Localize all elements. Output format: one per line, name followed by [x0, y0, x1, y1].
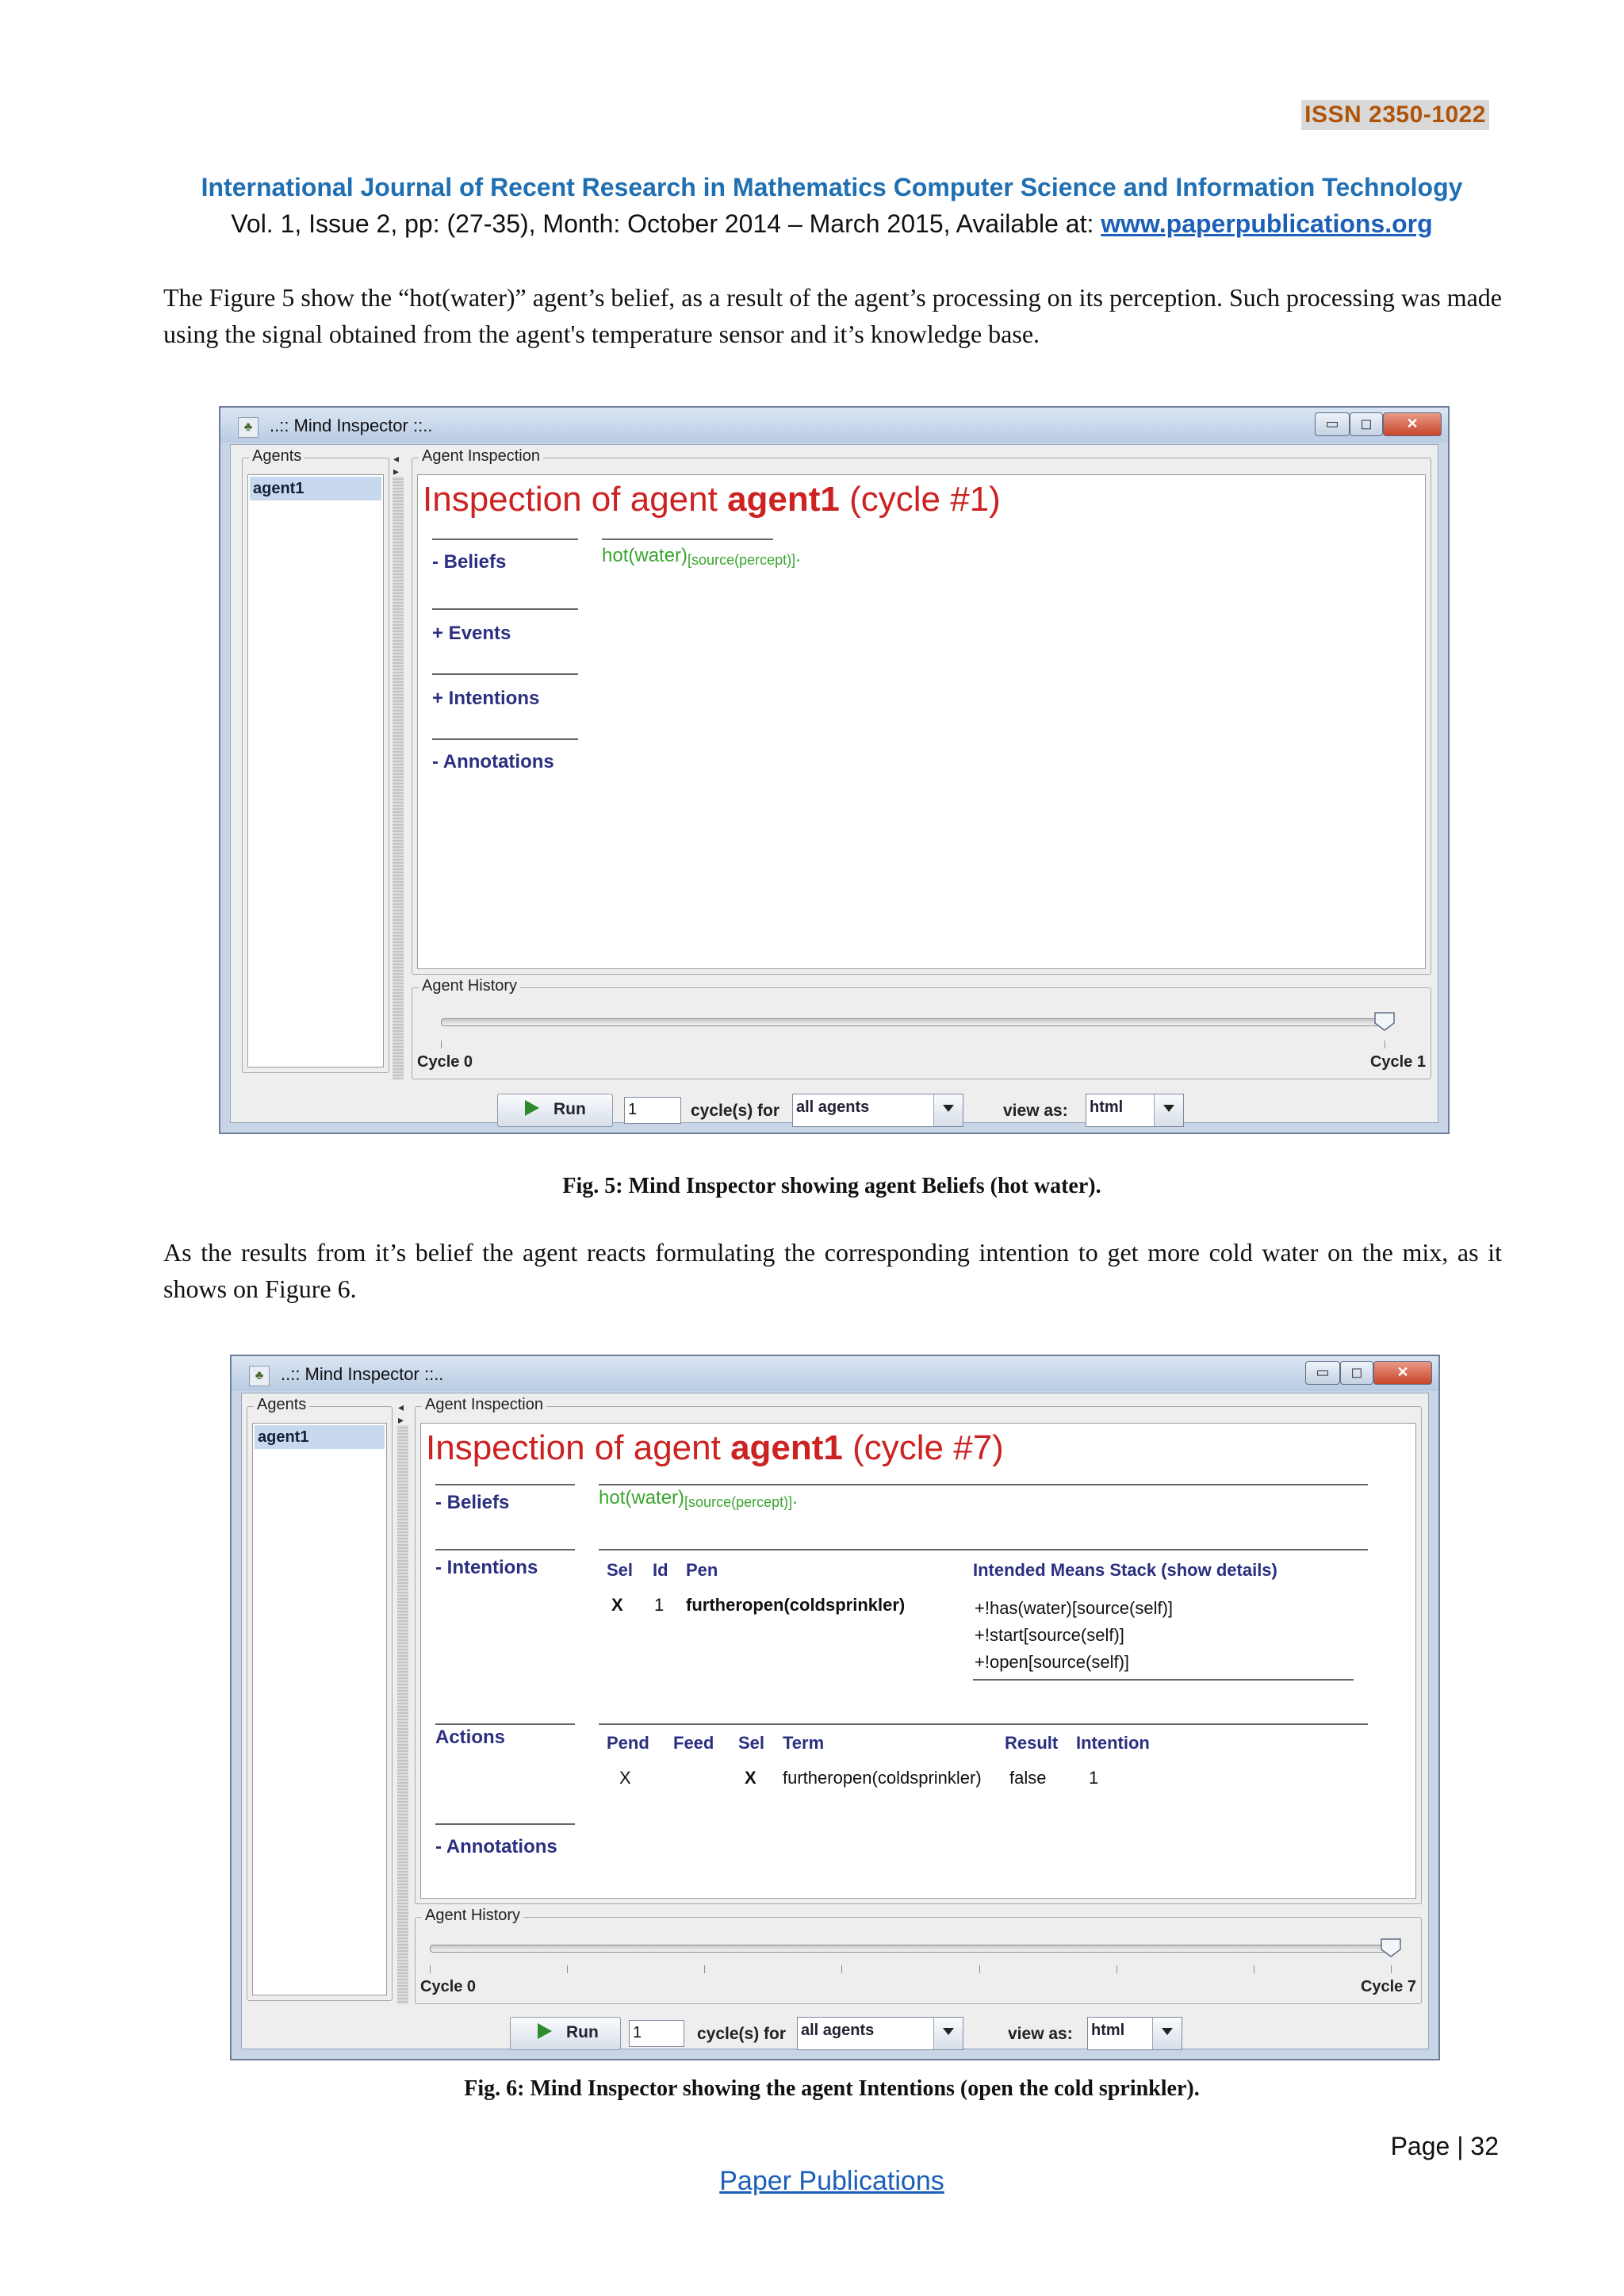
fig5-title-cycle: (cycle #1): [839, 480, 1001, 519]
rule: [602, 539, 773, 540]
ims-item: +!open[source(self)]: [975, 1652, 1130, 1672]
history-tick: [1391, 1965, 1392, 1973]
rule: [435, 1823, 575, 1825]
chevron-down-icon[interactable]: [1154, 1094, 1183, 1126]
rule: [973, 1679, 1354, 1681]
fig6-cycles-for-label: cycle(s) for: [697, 2025, 787, 2043]
act-header-feed: Feed: [673, 1733, 714, 1753]
rule: [432, 539, 578, 540]
act-header-sel: Sel: [738, 1733, 765, 1753]
fig5-cycle-end-label: Cycle 1: [1369, 1053, 1426, 1071]
act-header-pend: Pend: [607, 1733, 649, 1753]
belief-text: hot(water): [602, 545, 688, 566]
fig6-window-body: [241, 1393, 1429, 2049]
fig6-title-bar: [232, 1356, 1438, 1391]
rule: [435, 1484, 575, 1485]
journal-meta-text: Vol. 1, Issue 2, pp: (27-35), Month: October 2014 – March 2015, Available at:: [231, 209, 1101, 238]
act-row-intention: 1: [1089, 1768, 1099, 1788]
int-header-id: Id: [653, 1560, 668, 1580]
fig6-intentions-toggle[interactable]: - Intentions: [435, 1557, 538, 1578]
fig6-cycles-input[interactable]: 1: [629, 2020, 684, 2047]
fig5-inspection-panel: [417, 474, 1426, 969]
history-tick: [567, 1965, 568, 1973]
ims-item: +!has(water)[source(self)]: [975, 1598, 1174, 1618]
fig5-view-select-value: html: [1090, 1098, 1124, 1116]
close-button[interactable]: ✕: [1383, 412, 1442, 436]
page-number: Page | 32: [1390, 2132, 1499, 2160]
history-tick: [979, 1965, 980, 1973]
fig6-mind-inspector-window: [230, 1355, 1440, 2060]
fig6-title-agent: agent1: [730, 1428, 843, 1467]
paragraph-2: As the results from it’s belief the agent reacts formulating the corresponding intention to get more cold water on the mix, as it shows on Figure 6.: [163, 1238, 1502, 1303]
fig6-history-slider-thumb[interactable]: [1381, 1938, 1401, 1957]
fig5-mind-inspector-window: [219, 406, 1450, 1134]
fig6-history-track[interactable]: [430, 1945, 1392, 1953]
fig6-agents-group: [247, 1396, 393, 2001]
fig6-agents-legend: Agents: [254, 1396, 309, 1414]
fig5-agents-select[interactable]: [792, 1094, 963, 1127]
paragraph-1: The Figure 5 show the “hot(water)” agent’s belief, as a result of the agent’s processing on its perception. Such processing was made using the signal obtained from the agent's temperature sensor and it’s knowledge base.: [163, 283, 1502, 348]
ims-item: +!start[source(self)]: [975, 1625, 1124, 1645]
fig5-cycles-input[interactable]: 1: [624, 1097, 681, 1124]
int-header-sel: Sel: [607, 1560, 634, 1580]
fig6-inspection-panel: [420, 1423, 1416, 1899]
fig6-cycle-start-label: Cycle 0: [420, 1978, 477, 1995]
fig6-splitter[interactable]: [397, 1425, 408, 2004]
act-header-result: Result: [1005, 1733, 1059, 1753]
app-icon: ♣: [249, 1366, 270, 1386]
fig6-actions-label: Actions: [435, 1727, 506, 1748]
belief-annotation: [source(percept)]: [688, 552, 796, 568]
fig6-beliefs-toggle[interactable]: - Beliefs: [435, 1492, 510, 1513]
app-icon: ♣: [238, 417, 259, 438]
fig5-view-select[interactable]: [1086, 1094, 1184, 1127]
fig5-title-prefix: Inspection of agent: [423, 480, 728, 519]
fig5-agents-select-value: all agents: [796, 1098, 870, 1116]
chevron-down-icon[interactable]: [933, 1094, 963, 1126]
rule: [432, 738, 578, 740]
fig5-window-body: [230, 444, 1438, 1123]
rule: [432, 608, 578, 610]
fig6-inspection-legend: Agent Inspection: [422, 1396, 546, 1414]
fig5-history-track[interactable]: [441, 1018, 1386, 1026]
fig6-agents-list[interactable]: [252, 1423, 387, 1995]
act-row-term: furtheropen(coldsprinkler): [783, 1768, 982, 1788]
rule: [435, 1549, 575, 1550]
fig5-belief-hot-water: $hot(water)_{[source(percept)]}$.: [602, 545, 801, 568]
fig6-agent-item[interactable]: agent1: [255, 1425, 385, 1449]
act-row-pend: X: [619, 1768, 631, 1788]
fig6-title-prefix: Inspection of agent: [426, 1428, 731, 1467]
fig5-title-agent: agent1: [727, 480, 840, 519]
maximize-button[interactable]: ◻: [1340, 1361, 1373, 1385]
fig6-agents-select-value: all agents: [801, 2022, 875, 2039]
figure-6-caption: Fig. 6: Mind Inspector showing the agent Intentions (open the cold sprinkler).: [464, 2076, 1200, 2101]
fig5-window-title: ..:: Mind Inspector ::..: [270, 416, 433, 435]
fig5-agents-list[interactable]: [247, 474, 384, 1068]
figure-5-caption: Fig. 5: Mind Inspector showing agent Beliefs (hot water).: [562, 1174, 1101, 1198]
fig5-intentions-toggle[interactable]: + Intentions: [432, 688, 540, 709]
fig6-cycle-end-label: Cycle 7: [1360, 1978, 1416, 1995]
close-button[interactable]: ✕: [1373, 1361, 1432, 1385]
fig5-agents-legend: Agents: [249, 447, 304, 466]
issn-label: ISSN 2350-1022: [1301, 100, 1489, 130]
play-icon: [538, 2023, 552, 2039]
fig5-history-slider-thumb[interactable]: [1374, 1012, 1395, 1031]
journal-meta: [0, 209, 1624, 239]
fig5-splitter-arrows-icon[interactable]: ◂ ▸: [393, 453, 400, 478]
fig5-annotations-toggle[interactable]: - Annotations: [432, 751, 554, 772]
belief-annotation: [source(percept)]: [684, 1494, 793, 1510]
minimize-button[interactable]: ▭: [1305, 1361, 1340, 1385]
fig6-view-select[interactable]: [1087, 2017, 1182, 2050]
fig6-view-as-label: view as:: [1008, 2025, 1073, 2043]
rule: [599, 1723, 1368, 1725]
history-tick: [841, 1965, 842, 1973]
publisher-footer: [0, 2166, 1624, 2197]
fig6-agents-select[interactable]: [797, 2017, 963, 2050]
fig6-title-cycle: (cycle #7): [842, 1428, 1004, 1467]
minimize-button[interactable]: ▭: [1315, 412, 1350, 436]
int-row-id: 1: [654, 1595, 665, 1615]
fig5-title-bar: [220, 408, 1448, 443]
fig6-view-select-value: html: [1091, 2022, 1125, 2039]
fig5-run-label: Run: [553, 1100, 586, 1118]
rule: [599, 1549, 1368, 1550]
act-row-sel: X: [745, 1768, 756, 1788]
journal-url-link[interactable]: www.paperpublications.org: [1101, 209, 1433, 238]
history-tick: [704, 1965, 705, 1973]
int-header-ims-details-link[interactable]: Intended Means Stack (show details): [973, 1560, 1277, 1580]
fig5-splitter[interactable]: [393, 477, 404, 1079]
rule: [435, 1723, 575, 1725]
int-header-pen: Pen: [686, 1560, 718, 1580]
fig5-agents-group: [242, 447, 389, 1073]
act-row-result: false: [1009, 1768, 1047, 1788]
fig6-inspection-title: [426, 1428, 1004, 1468]
tick: [441, 1041, 442, 1048]
rule: [432, 673, 578, 675]
rule: [599, 1484, 1368, 1485]
fig6-window-title: ..:: Mind Inspector ::..: [281, 1364, 444, 1384]
fig5-cycles-for-label: cycle(s) for: [691, 1102, 780, 1120]
fig5-beliefs-toggle[interactable]: - Beliefs: [432, 551, 507, 573]
fig6-history-group: [415, 1907, 1422, 2004]
fig6-annotations-toggle[interactable]: - Annotations: [435, 1836, 557, 1857]
publisher-link[interactable]: Paper Publications: [719, 2166, 944, 2196]
history-tick: [1116, 1965, 1117, 1973]
fig5-inspection-title: [423, 480, 1001, 519]
act-header-intention: Intention: [1076, 1733, 1150, 1753]
play-icon: [525, 1100, 539, 1116]
fig6-splitter-arrows-icon[interactable]: ◂ ▸: [398, 1401, 404, 1427]
belief-text: hot(water): [599, 1487, 685, 1508]
chevron-down-icon[interactable]: [1152, 2018, 1182, 2049]
fig5-history-group: [412, 977, 1431, 1079]
int-row-pen: furtheropen(coldsprinkler): [686, 1595, 906, 1615]
chevron-down-icon[interactable]: [933, 2018, 963, 2049]
act-header-term: Term: [783, 1733, 825, 1753]
fig5-agent-item[interactable]: agent1: [250, 477, 381, 500]
fig5-inspection-legend: Agent Inspection: [419, 447, 543, 466]
fig5-cycle-start-label: Cycle 0: [417, 1053, 473, 1071]
journal-title: International Journal of Recent Research in Mathematics Computer Science and Information Technology: [201, 173, 1463, 201]
fig5-view-as-label: view as:: [1003, 1102, 1068, 1120]
fig5-history-legend: Agent History: [419, 977, 520, 995]
history-tick: [430, 1965, 431, 1973]
fig6-run-button[interactable]: [510, 2017, 621, 2050]
fig6-history-legend: Agent History: [422, 1907, 523, 1925]
maximize-button[interactable]: ◻: [1350, 412, 1383, 436]
fig5-run-button[interactable]: [497, 1094, 613, 1127]
fig5-events-toggle[interactable]: + Events: [432, 623, 511, 644]
fig6-inspection-group: [415, 1396, 1422, 1904]
fig5-inspection-group: [412, 447, 1431, 975]
int-row-sel: X: [611, 1595, 623, 1615]
fig6-belief-hot-water: $hot(water)_{[source(percept)]}$.: [599, 1487, 798, 1510]
fig6-run-label: Run: [566, 2023, 599, 2041]
